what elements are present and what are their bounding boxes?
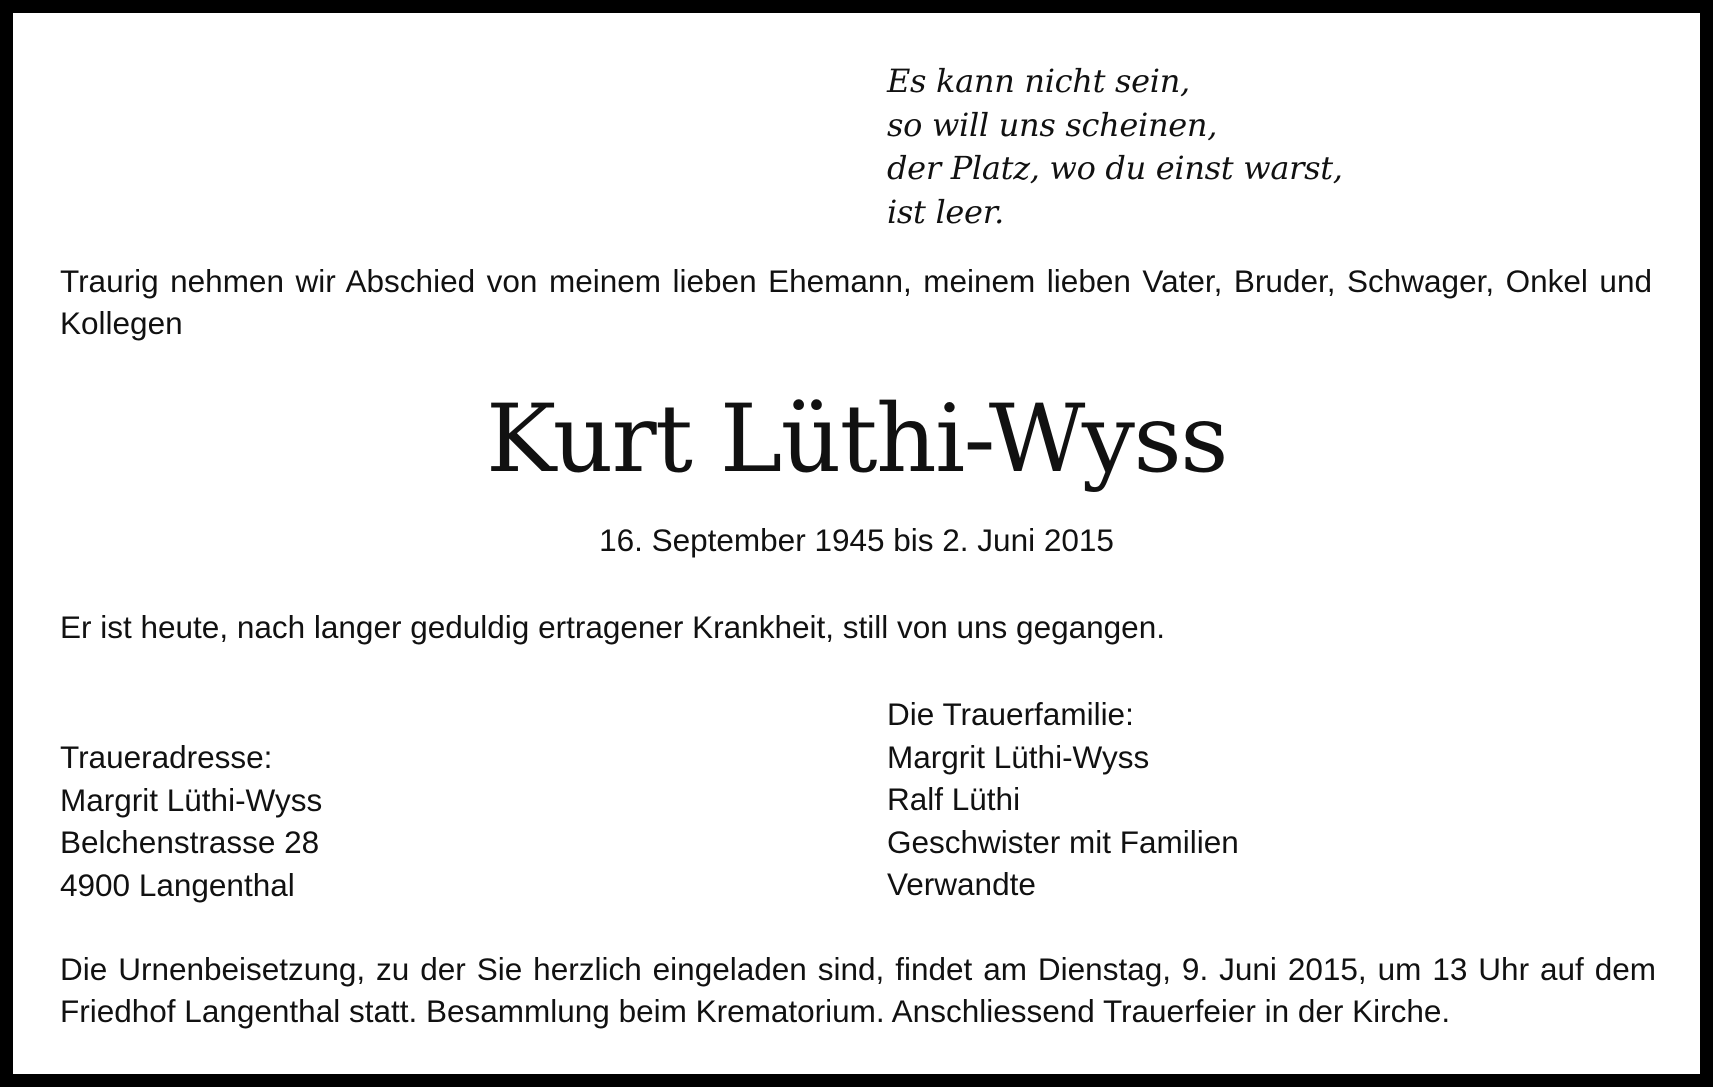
passing-statement: Er ist heute, nach langer geduldig ertragener Krankheit, still von uns gegangen. [60, 609, 1165, 645]
address-line: Belchenstrasse 28 [60, 824, 320, 860]
poem-line: Es kann nicht sein, [887, 62, 1190, 100]
poem-line: so will uns scheinen, [887, 105, 1218, 144]
life-dates: 16. September 1945 bis 2. Juni 2015 [599, 522, 1114, 558]
family-member: Ralf Lüthi [887, 781, 1021, 817]
poem-verse [887, 60, 1343, 234]
poem-line: der Platz, wo du einst warst, [887, 149, 1343, 187]
intro-paragraph: Traurig nehmen wir Abschied von meinem lieben Ehemann, meinem lieben Vater, Bruder, Schwager, Onkel und Kollegen [60, 263, 1652, 341]
ceremony-details: Die Urnenbeisetzung, zu der Sie herzlich eingeladen sind, findet am Dienstag, 9. Juni 2015, um 13 Uhr auf dem Friedhof Langenthal statt. Besammlung beim Krematorium. Anschliessend Trauerfeier in der Kirche. [60, 951, 1656, 1029]
family-member: Geschwister mit Familien [887, 823, 1239, 860]
family-member: Margrit Lüthi-Wyss [887, 738, 1150, 775]
mourning-address-block [60, 736, 322, 906]
poem-line: ist leer. [887, 192, 1005, 231]
mourning-address-heading: Traueradresse: [60, 739, 273, 775]
family-heading: Die Trauerfamilie: [887, 696, 1134, 732]
address-line: Margrit Lüthi-Wyss [60, 781, 323, 818]
deceased-name: Kurt Lüthi-Wyss [486, 385, 1227, 494]
obituary-notice [13, 13, 1700, 1074]
address-line: 4900 Langenthal [60, 866, 295, 903]
family-member: Verwandte [887, 866, 1036, 902]
family-block [887, 693, 1239, 906]
